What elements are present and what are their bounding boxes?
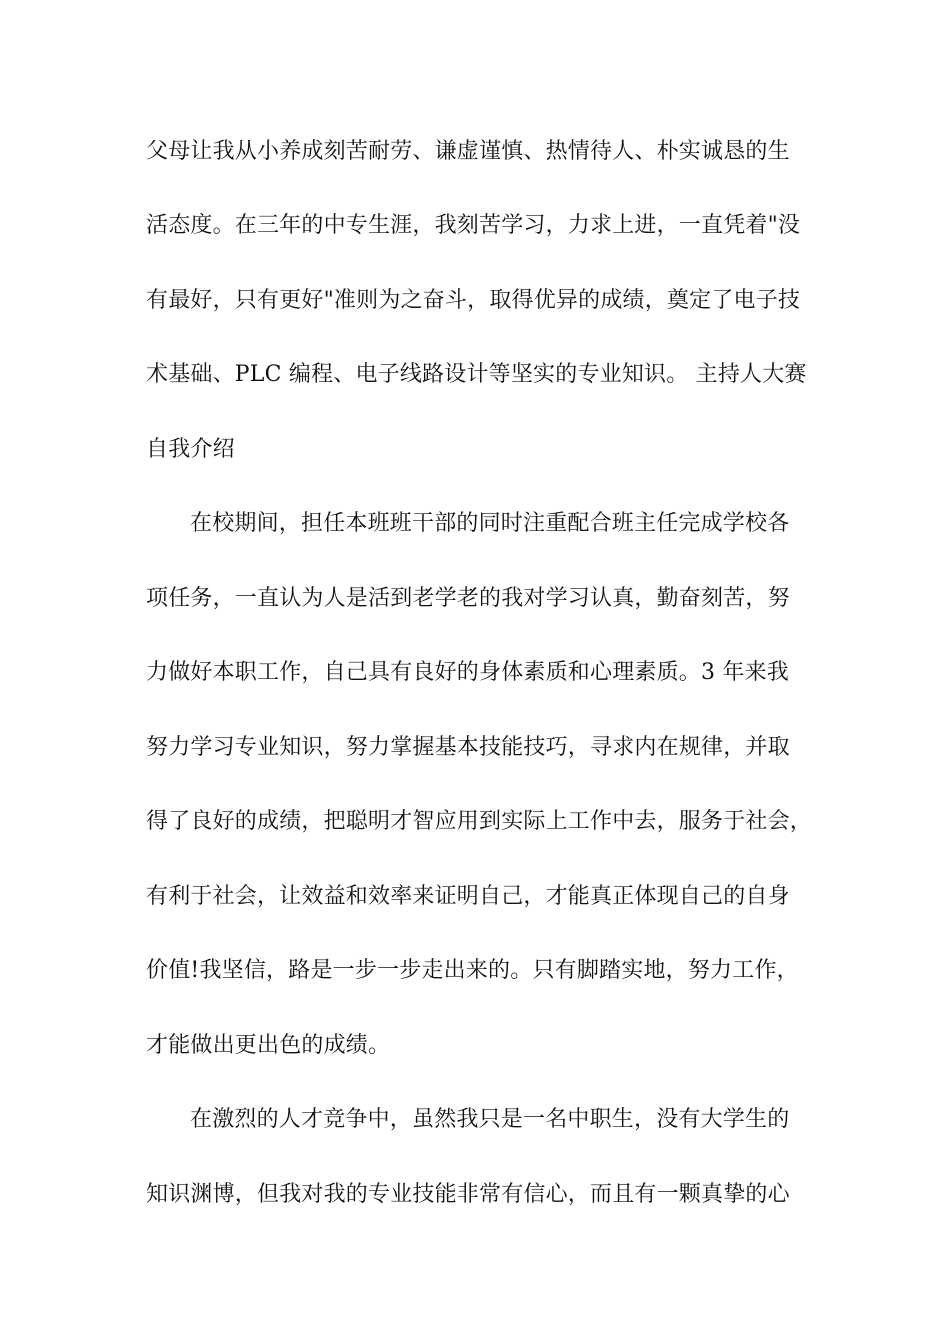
text-line: 力做好本职工作，自己具有良好的身体素质和心理素质。3 年来我 (146, 660, 789, 685)
text-line: 术基础、PLC 编程、电子线路设计等坚实的专业知识。 主持人大赛 (146, 362, 807, 387)
paragraph-first-line: 在激烈的人才竞争中，虽然我只是一名中职生，没有大学生的 (190, 1107, 790, 1132)
text-line: 知识渊博，但我对我的专业技能非常有信心，而且有一颗真挚的心 (146, 1182, 790, 1207)
paragraph-first-line: 在校期间，担任本班班干部的同时注重配合班主任完成学校各 (190, 511, 790, 536)
text-line: 才能做出更出色的成绩。 (146, 1033, 391, 1058)
text-line: 项任务，一直认为人是活到老学老的我对学习认真，勤奋刻苦，努 (146, 586, 790, 611)
text-line: 活态度。在三年的中专生涯，我刻苦学习，力求上进，一直凭着"没 (146, 213, 801, 238)
text-line: 有最好，只有更好"准则为之奋斗，取得优异的成绩，奠定了电子技 (146, 288, 801, 313)
text-line: 自我介绍 (146, 437, 235, 462)
text-line: 有利于社会，让效益和效率来证明自己，才能真正体现自己的自身 (146, 884, 790, 909)
text-line: 得了良好的成绩，把聪明才智应用到实际上工作中去，服务于社会， (146, 809, 813, 834)
text-line: 价值!我坚信，路是一步一步走出来的。只有脚踏实地，努力工作， (146, 958, 799, 983)
text-line: 父母让我从小养成刻苦耐劳、谦虚谨慎、热情待人、朴实诚恳的生 (146, 139, 790, 164)
text-line: 努力学习专业知识，努力掌握基本技能技巧，寻求内在规律，并取 (146, 735, 790, 760)
